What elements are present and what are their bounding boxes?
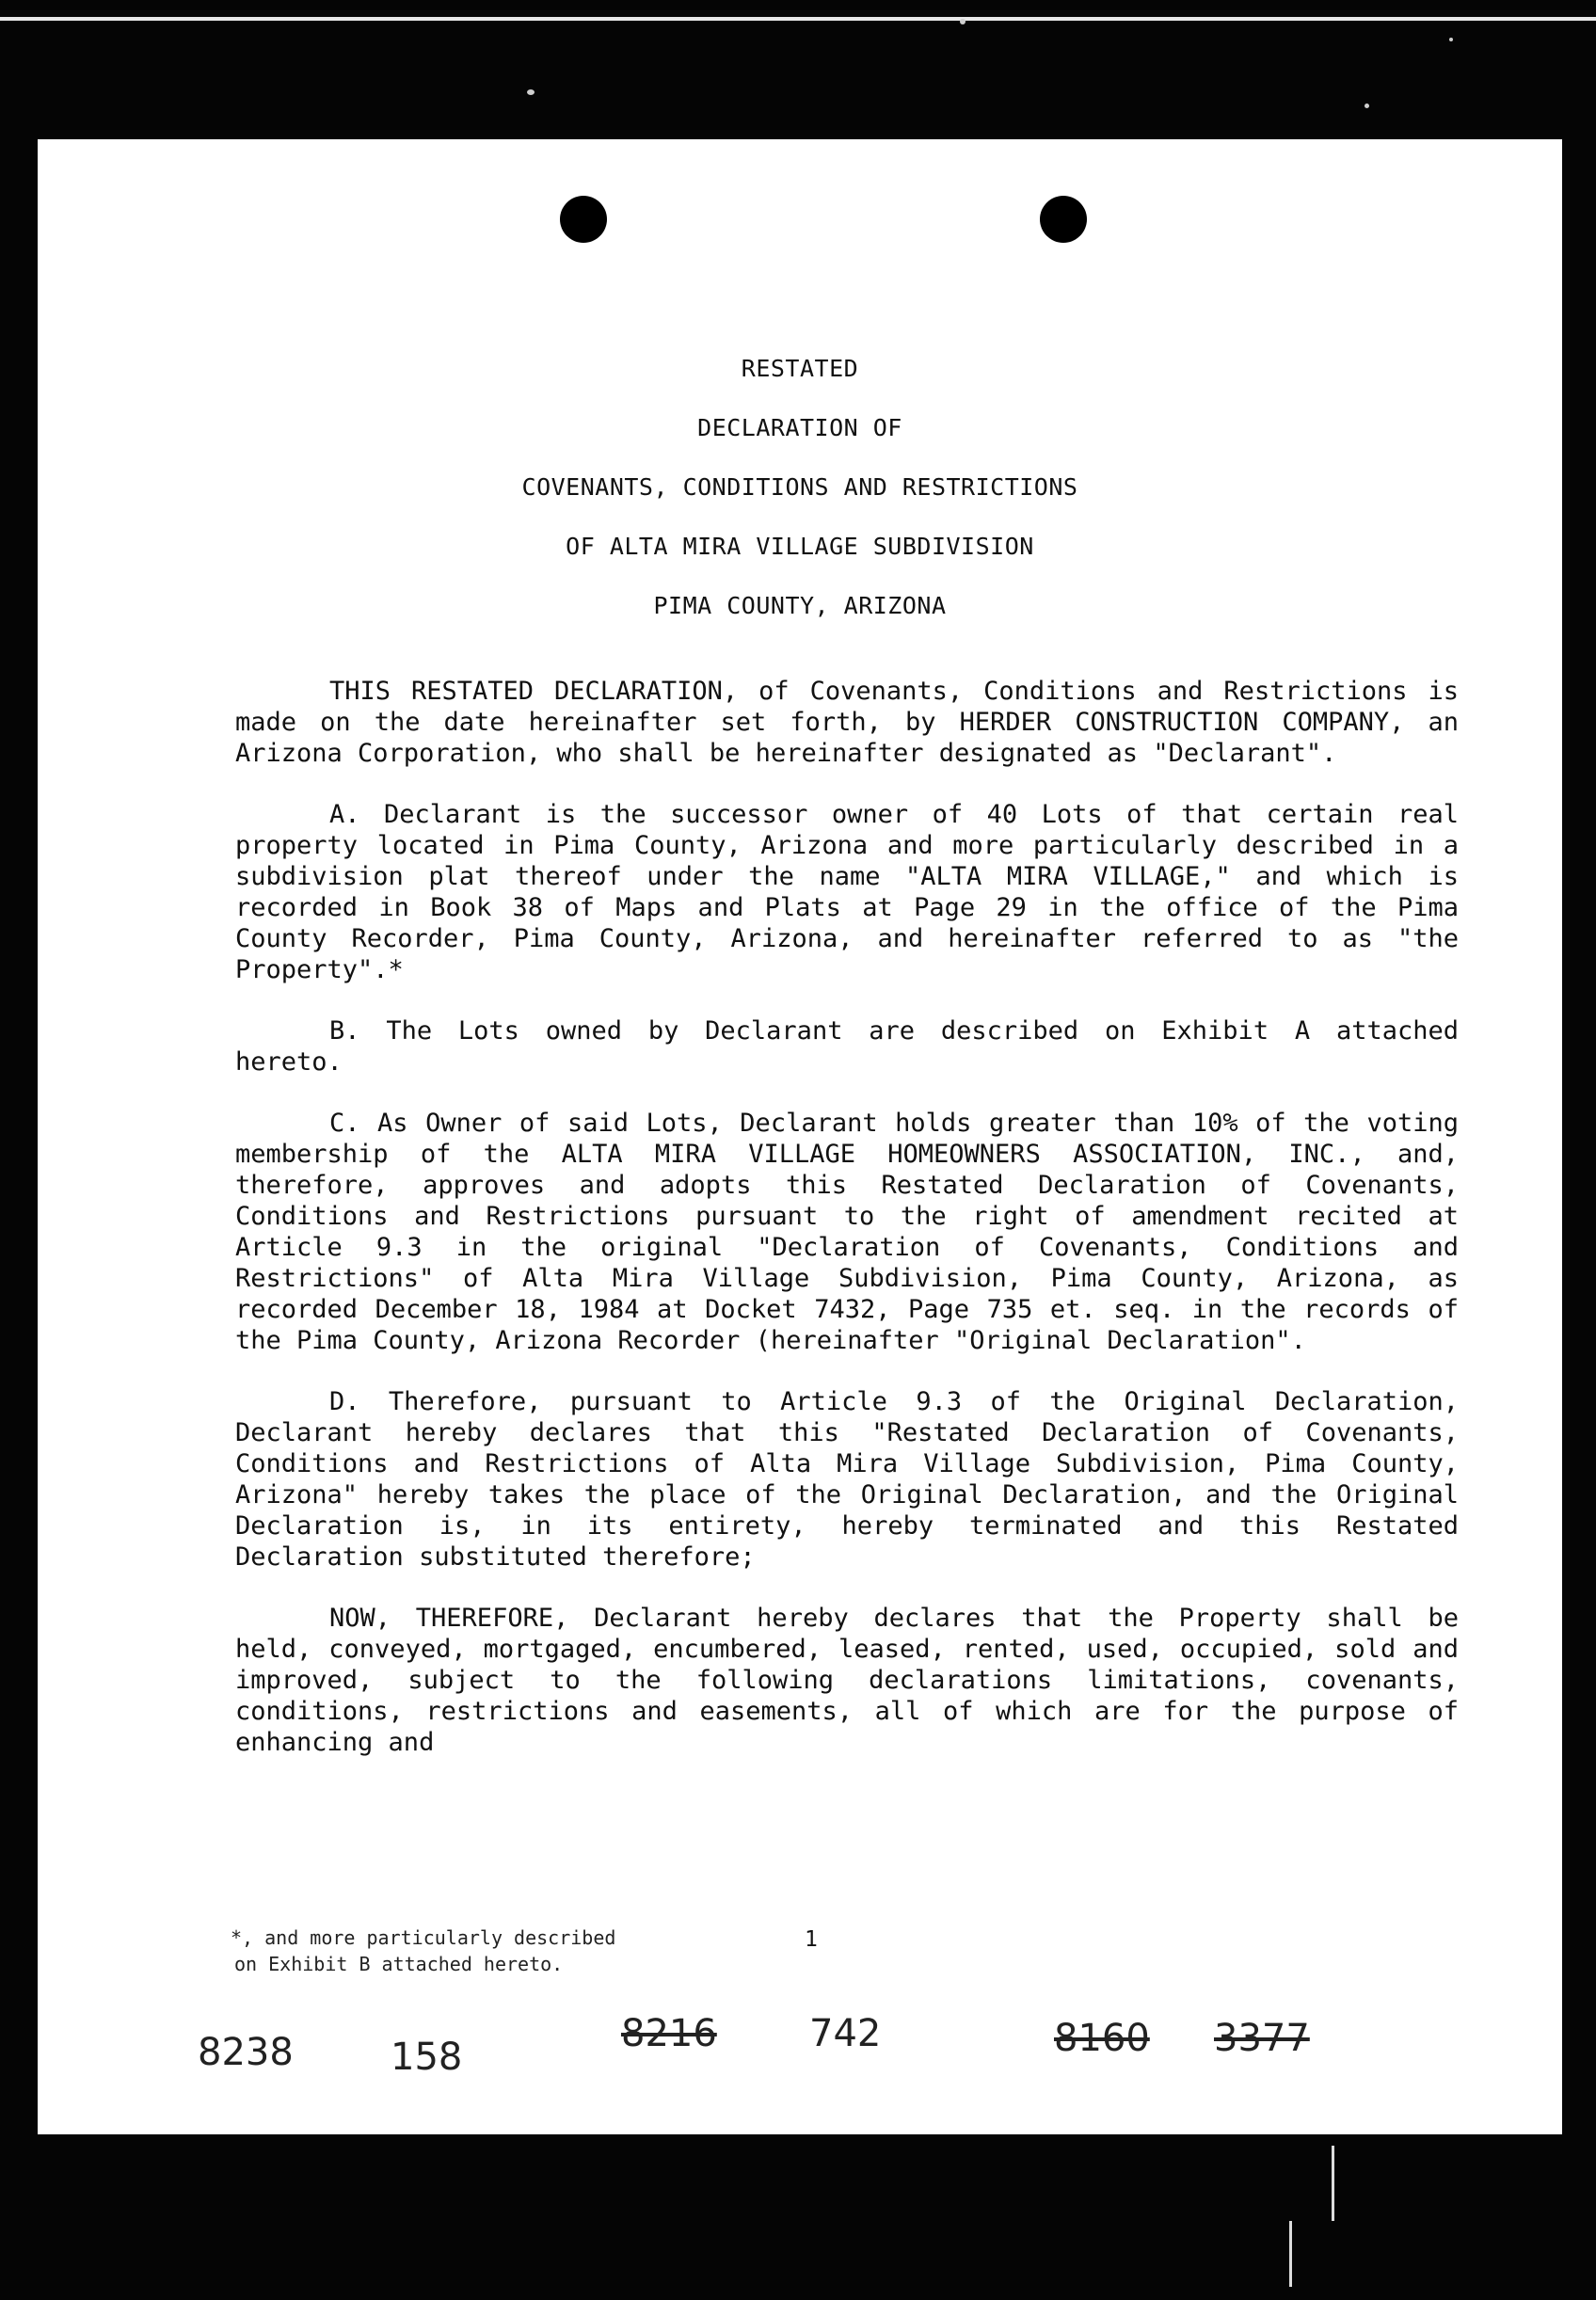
struck-docket-number: 8216 <box>621 2012 717 2055</box>
paragraph-d: D. Therefore, pursuant to Article 9.3 of the Original Declaration, Declarant hereby declares that this "Restated Declaration of Covenants, Conditions and Restrictions of Alta Mira Village Subdivision, Pima County, Arizona" hereby takes the place of the Original Declaration, and the Original Declaration is, in its entirety, hereby terminated and this Restated Declaration substituted therefore; <box>235 1387 1459 1572</box>
scan-speck <box>1365 104 1369 108</box>
punch-hole-left <box>560 196 607 243</box>
page-number: 1 <box>805 1927 818 1952</box>
struck-docket-number-2: 8160 <box>1054 2017 1150 2060</box>
paragraph-a: A. Declarant is the successor owner of 40 Lots of that certain real property located in Pima County, Arizona and more particularly described in a subdivision plat thereof under the name "ALTA MIRA VILLAGE," and which is recorded in Book 38 of Maps and Plats at Page 29 in the office of the Pima County Recorder, Pima County, Arizona, and hereinafter referred to as "the Property".* <box>235 800 1459 984</box>
paragraph-b: B. The Lots owned by Declarant are described on Exhibit A attached hereto. <box>235 1016 1459 1077</box>
title-line: COVENANTS, CONDITIONS AND RESTRICTIONS <box>521 473 1078 501</box>
title-line: DECLARATION OF <box>697 414 902 441</box>
scan-speck <box>960 19 966 24</box>
footnote-line: *, and more particularly described <box>231 1926 616 1949</box>
docket-number: 8238 <box>198 2031 294 2074</box>
scan-mark <box>1332 2146 1334 2221</box>
scan-speck <box>527 89 535 95</box>
title-line: OF ALTA MIRA VILLAGE SUBDIVISION <box>566 533 1034 560</box>
title-line: RESTATED <box>741 355 859 382</box>
footnote <box>231 1925 795 1977</box>
paragraph-now-therefore: NOW, THEREFORE, Declarant hereby declares that the Property shall be held, conveyed, mortgaged, encumbered, leased, rented, used, occupied, sold and improved, subject to the following declarations limitations, covenants, conditions, restrictions and easements, all of which are for the purpose of enhancing and <box>235 1604 1459 1757</box>
footnote-line: on Exhibit B attached hereto. <box>234 1953 564 1975</box>
title-line: PIMA COUNTY, ARIZONA <box>653 592 947 619</box>
punch-hole-right <box>1040 196 1087 243</box>
document-page <box>38 139 1562 2134</box>
paragraph-c: C. As Owner of said Lots, Declarant holds greater than 10% of the voting membership of the ALTA MIRA VILLAGE HOMEOWNERS ASSOCIATION, INC., and, therefore, approves and adopts this Restated Declaration of Covenants, Conditions and Restrictions pursuant to the right of amendment recited at Article 9.3 in the original "Declaration of Covenants, Conditions and Restrictions" of Alta Mira Village Subdivision, Pima County, Arizona, as recorded December 18, 1984 at Docket 7432, Page 735 et. seq. in the records of the Pima County, Arizona Recorder (hereinafter "Original Declaration". <box>235 1109 1459 1355</box>
struck-docket-page: 742 <box>809 2012 882 2055</box>
scan-edge-line <box>0 17 1596 21</box>
document-title <box>38 339 1562 635</box>
document-body <box>235 676 1459 1788</box>
scan-speck <box>1449 38 1453 41</box>
struck-docket-page-2: 3377 <box>1214 2017 1310 2060</box>
docket-page: 158 <box>391 2036 463 2079</box>
paragraph-intro: THIS RESTATED DECLARATION, of Covenants, Conditions and Restrictions is made on the date hereinafter set forth, by HERDER CONSTRUCTION COMPANY, an Arizona Corporation, who shall be hereinafter designated as "Declarant". <box>235 677 1459 768</box>
scan-mark <box>1289 2221 1292 2287</box>
